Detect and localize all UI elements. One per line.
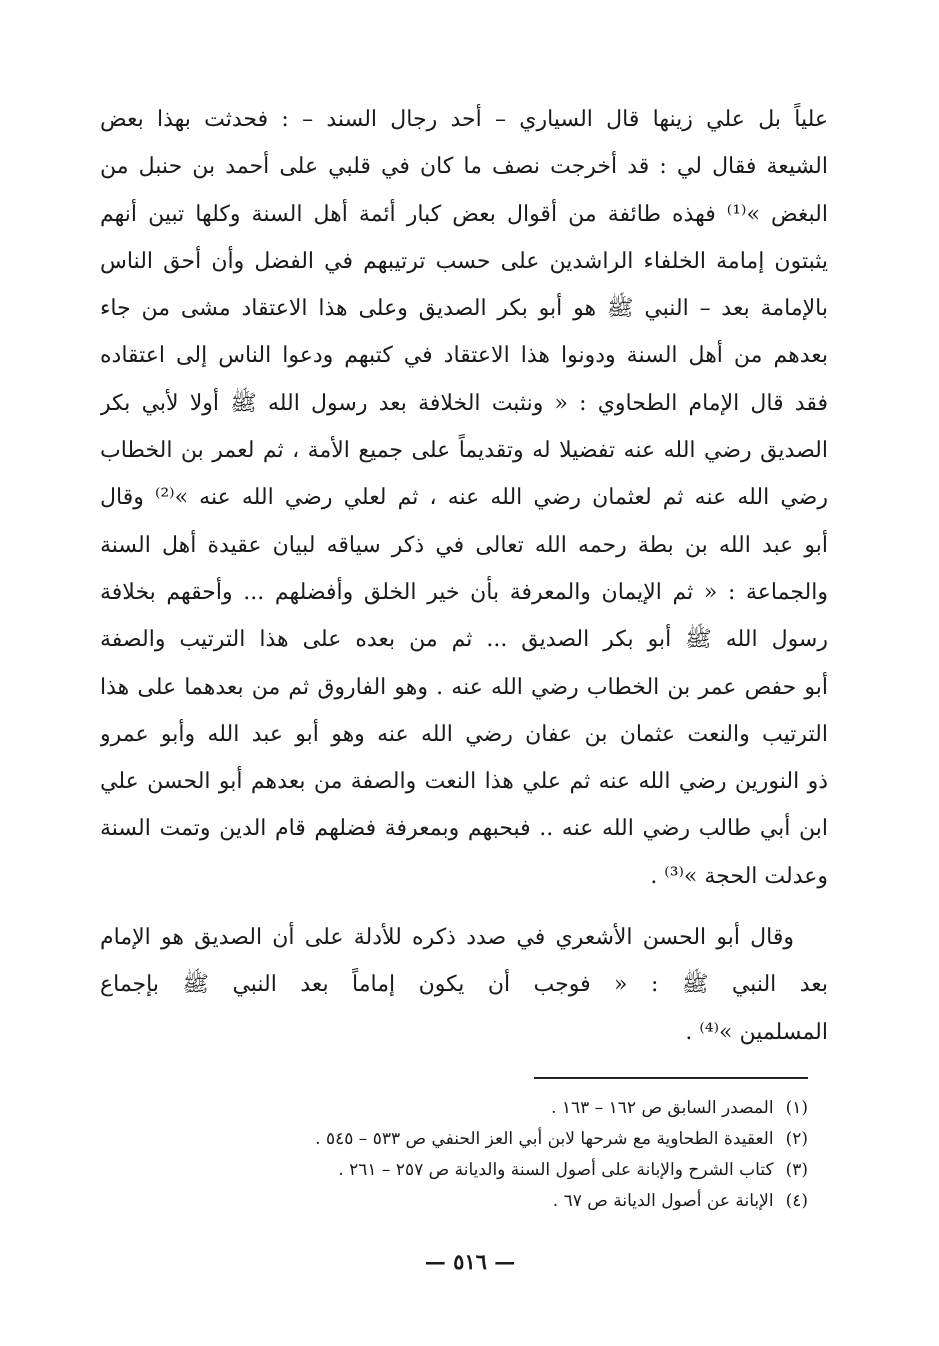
text-line: الشيعة فقال لي : قد أخرجت نصف ما كان في قلبي على أحمد بن حنبل من xyxy=(100,154,828,180)
text-line: علياً بل علي زينها قال السياري – أحد رجال السند – : فحدثت بهذا بعض xyxy=(100,107,828,132)
text-line: ذو النورين رضي الله عنه ثم علي هذا النعت والصفة من بعدهم أبو الحسن علي xyxy=(100,769,828,795)
text-line: ابن أبي طالب رضي الله عنه .. فبحبهم وبمعرفة فضلهم قام الدين وتمت السنة xyxy=(100,816,828,842)
footnote-2 xyxy=(100,1124,808,1155)
text-line: أبو عبد الله بن بطة رحمه الله تعالى في ذكر سياقه لبيان عقيدة أهل السنة xyxy=(100,532,828,558)
page-number: — ٥١٦ — xyxy=(424,1249,516,1274)
text-line: وقال أبو الحسن الأشعري في صدد ذكره للأدلة على أن الصديق هو الإمام xyxy=(100,925,794,951)
text-line: الصديق رضي الله عنه تفضيلا له وتقديماً على جميع الأمة ، ثم لعمر بن الخطاب xyxy=(100,438,828,464)
paragraph-1 xyxy=(100,96,828,900)
text-line: وعدلت الحجة »⁽³⁾ . xyxy=(650,863,828,889)
text-line: البغض »⁽¹⁾ فهذه طائفة من أقوال بعض كبار أئمة أهل السنة وكلها تبين أنهم xyxy=(100,201,828,227)
footnotes xyxy=(100,1093,808,1217)
footnote-1 xyxy=(100,1093,808,1124)
text-line: رضي الله عنه ثم لعثمان رضي الله عنه ، ثم لعلي رضي الله عنه »⁽²⁾ وقال xyxy=(100,485,828,511)
text-line: يثبتون إمامة الخلفاء الراشدين على حسب ترتيبهم في الفضل وأن أحق الناس xyxy=(100,248,828,274)
footnote-3 xyxy=(100,1155,808,1186)
footnote-number: (١) xyxy=(785,1098,808,1118)
text-line: المسلمين »⁽⁴⁾ . xyxy=(685,1019,828,1045)
footnote-4 xyxy=(100,1186,808,1217)
footnote-number: (٤) xyxy=(785,1191,808,1211)
text-line: فقد قال الإمام الطحاوي : « ونثبت الخلافة بعد رسول الله ﷺ أولا لأبي بكر xyxy=(100,390,828,416)
paragraph-2 xyxy=(100,914,828,1056)
text-line: والجماعة : « ثم الإيمان والمعرفة بأن خير الخلق وأفضلهم ... وأحقهم بخلافة xyxy=(100,579,828,605)
footnote-text: الإبانة عن أصول الديانة ص ٦٧ . xyxy=(552,1191,774,1211)
text-line: الترتيب والنعت عثمان بن عفان رضي الله عنه وهو أبو عبد الله وأبو عمرو xyxy=(100,721,828,747)
text-line: بعدهم من أهل السنة ودونوا هذا الاعتقاد في كتبهم ودعوا الناس إلى اعتقاده xyxy=(100,343,828,369)
main-text xyxy=(100,96,828,1056)
footnote-text: المصدر السابق ص ١٦٢ – ١٦٣ . xyxy=(551,1098,774,1118)
footnote-divider xyxy=(534,1077,808,1079)
paragraph-gap xyxy=(100,900,828,914)
text-line: بعد النبي ﷺ : « فوجب أن يكون إماماً بعد النبي ﷺ بإجماع xyxy=(100,972,828,998)
text-line: بالإمامة بعد – النبي ﷺ هو أبو بكر الصديق وعلى هذا الاعتقاد مشى من جاء xyxy=(100,296,828,322)
text-line: أبو حفص عمر بن الخطاب رضي الله عنه . وهو الفاروق ثم من بعدهما على هذا xyxy=(100,674,828,700)
footnote-text: كتاب الشرح والإبانة على أصول السنة والديانة ص ٢٥٧ – ٢٦١ . xyxy=(338,1160,774,1180)
footnote-number: (٣) xyxy=(785,1160,808,1180)
text-line: رسول الله ﷺ أبو بكر الصديق ... ثم من بعده على هذا الترتيب والصفة xyxy=(100,627,828,653)
footnote-number: (٢) xyxy=(785,1129,808,1149)
footnote-text: العقيدة الطحاوية مع شرحها لابن أبي العز الحنفي ص ٥٣٣ – ٥٤٥ . xyxy=(315,1129,774,1149)
